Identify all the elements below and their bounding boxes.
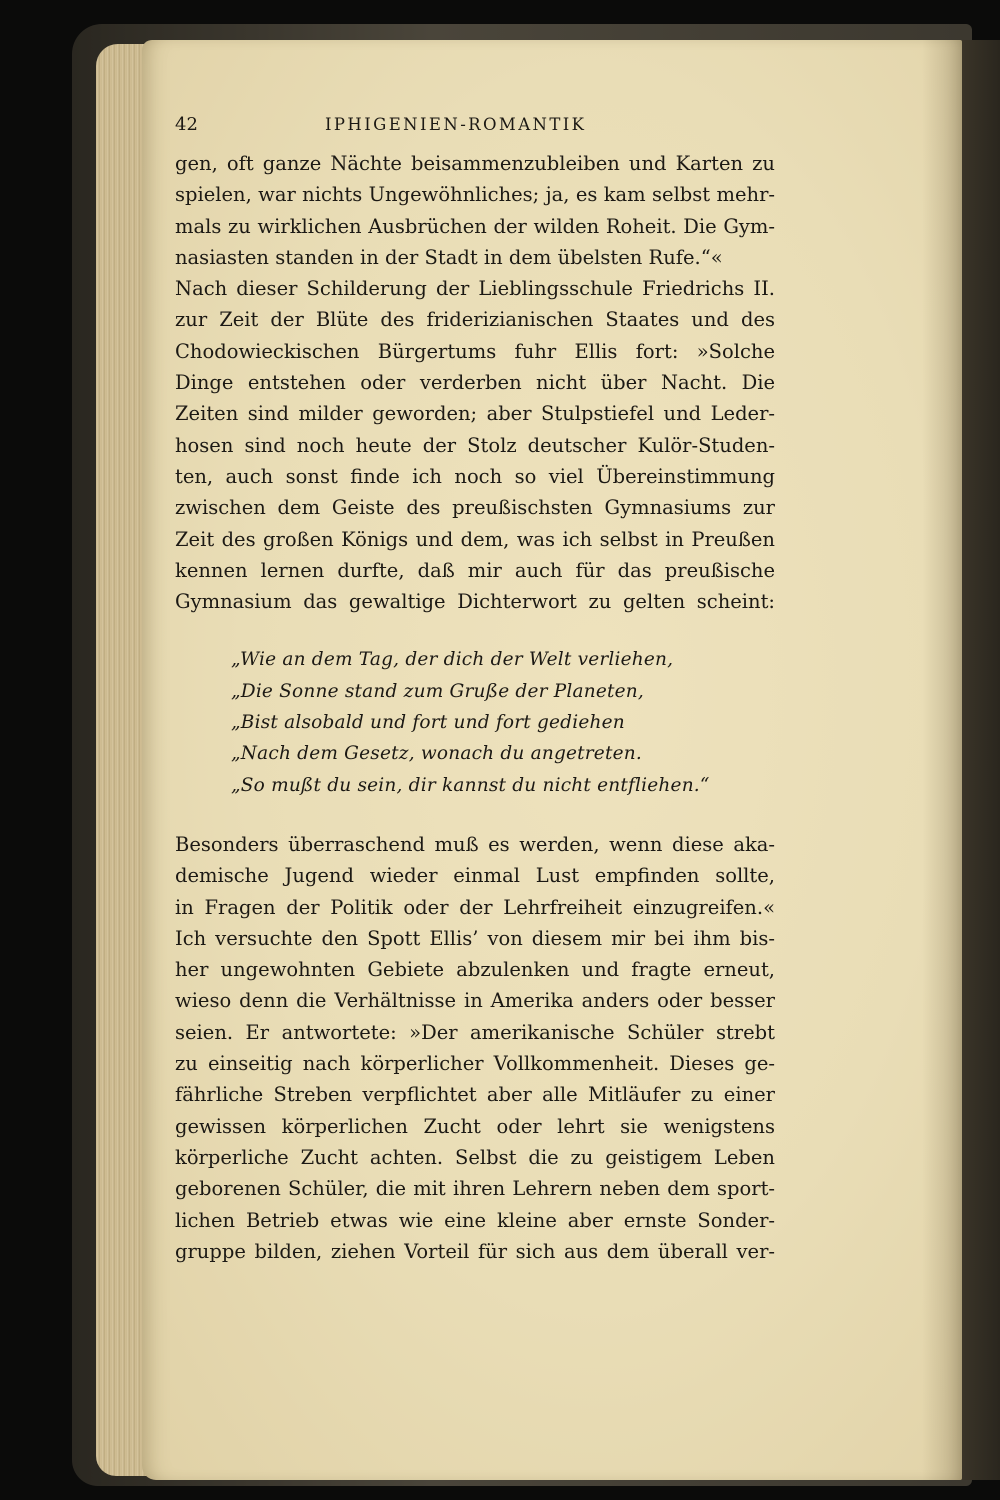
running-title: IPHIGENIEN-ROMANTIK [325, 115, 587, 134]
text-line: Zeit des großen Königs und dem, was ich selbst in Preußen [175, 527, 775, 551]
text-line: Chodowieckischen Bürgertums fuhr Ellis fort: »Solche [175, 339, 775, 363]
text-line: Besonders überraschend muß es werden, wenn diese aka- [175, 832, 775, 856]
text-line: zur Zeit der Blüte des friderizianischen Staates und des [175, 308, 775, 332]
text-line: seien. Er antwortete: »Der amerikanische Schüler strebt [175, 1020, 775, 1044]
text-line: körperliche Zucht achten. Selbst die zu geistigem Leben [175, 1145, 775, 1169]
text-line: spielen, war nichts Ungewöhnliches; ja, es kam selbst mehr- [175, 183, 775, 207]
verse-line: „Bist alsobald und fort und fort gediehen [231, 712, 625, 734]
page-text [175, 114, 775, 1267]
text-line: mals zu wirklichen Ausbrüchen der wilden Roheit. Die Gym- [175, 214, 775, 238]
text-line: nasiasten standen in der Stadt in dem übelsten Rufe.“« [175, 245, 723, 269]
text-line: gen, oft ganze Nächte beisammenzubleiben und Karten zu [175, 152, 775, 175]
verse-line: „So mußt du sein, dir kannst du nicht entfliehen.“ [231, 774, 710, 796]
text-line: kennen lernen durfte, daß mir auch für das preußische [175, 558, 775, 582]
text-line: Gymnasium das gewaltige Dichterwort zu gelten scheint: [175, 590, 775, 614]
text-line: Nach dieser Schilderung der Lieblingsschule Friedrichs II. [175, 277, 775, 301]
text-line: zwischen dem Geiste des preußischsten Gymnasiums zur [175, 496, 775, 520]
gutter-shadow [922, 40, 962, 1480]
running-head [175, 114, 775, 148]
text-line: demische Jugend wieder einmal Lust empfinden sollte, [175, 864, 775, 888]
page-number: 42 [175, 114, 198, 135]
verse-line: „Wie an dem Tag, der dich der Welt verliehen, [231, 649, 674, 671]
text-line: fährliche Streben verpflichtet aber alle Mitläufer zu einer [175, 1083, 775, 1107]
text-line: hosen sind noch heute der Stolz deutscher Kulör-Studen- [175, 433, 775, 457]
text-line: ten, auch sonst finde ich noch so viel Übereinstimmung [175, 464, 775, 488]
text-line: gewissen körperlichen Zucht oder lehrt sie wenigstens [175, 1114, 775, 1138]
text-line: Ich versuchte den Spott Ellis’ von diesem mir bei ihm bis- [175, 926, 775, 950]
verse-quote [175, 644, 775, 800]
text-line: zu einseitig nach körperlicher Vollkommenheit. Dieses ge- [175, 1052, 775, 1076]
text-line: geborenen Schüler, die mit ihren Lehrern neben dem sport- [175, 1177, 775, 1201]
text-line: wieso denn die Verhältnisse in Amerika anders oder besser [175, 989, 775, 1013]
verse-line: „Nach dem Gesetz, wonach du angetreten. [231, 743, 642, 765]
text-line: in Fragen der Politik oder der Lehrfreiheit einzugreifen.« [175, 895, 775, 919]
paragraph-1 [175, 148, 775, 617]
paragraph-2 [175, 829, 775, 1267]
text-line: lichen Betrieb etwas wie eine kleine aber ernste Sonder- [175, 1208, 775, 1232]
text-line: Dinge entstehen oder verderben nicht über Nacht. Die [175, 371, 775, 395]
text-line: Zeiten sind milder geworden; aber Stulpstiefel und Leder- [175, 402, 775, 426]
text-line: her ungewohnten Gebiete abzulenken und fragte erneut, [175, 958, 775, 982]
binding-edge [962, 40, 1000, 1480]
verse-line: „Die Sonne stand zum Gruße der Planeten, [231, 680, 644, 702]
text-line: gruppe bilden, ziehen Vorteil für sich aus dem überall ver- [175, 1239, 775, 1263]
